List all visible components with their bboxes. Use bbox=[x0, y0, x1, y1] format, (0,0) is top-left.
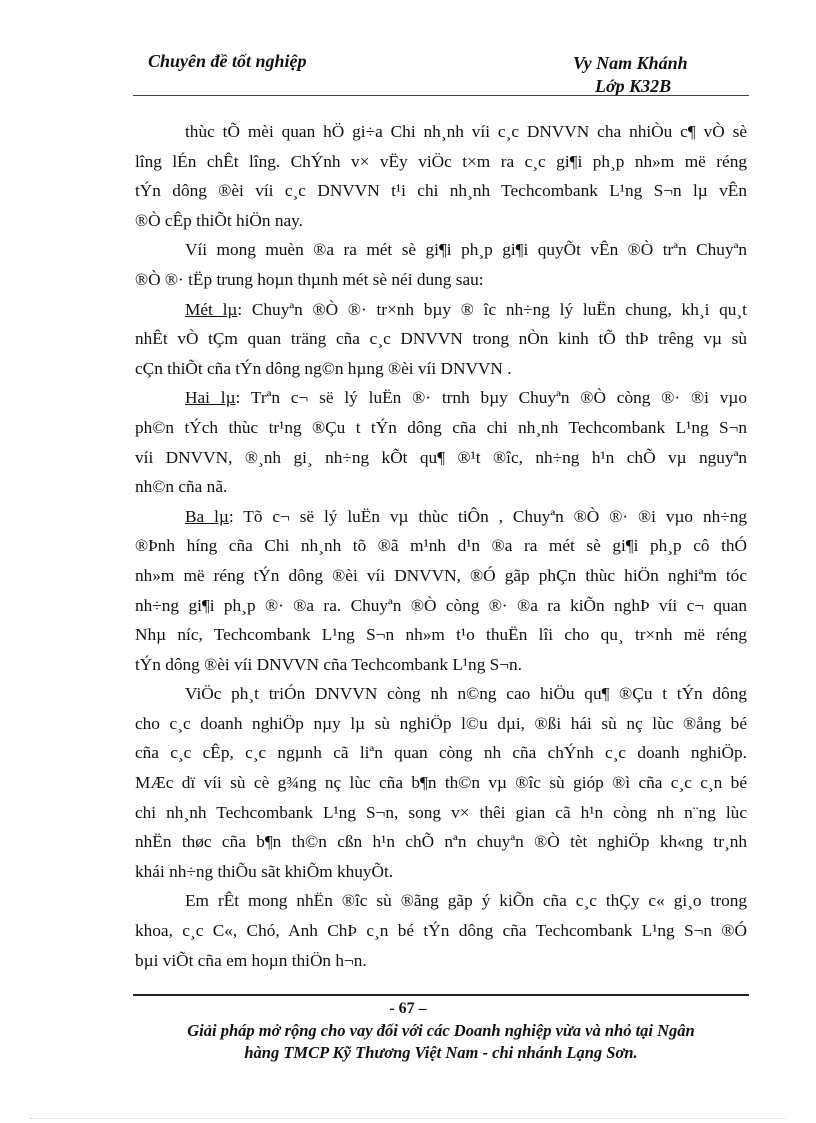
footer-thesis-title bbox=[133, 1020, 749, 1064]
line-text: : Tõ c¬ së lý luËn vµ thùc tiÔn , Chuyªn ®Ò ®· ®i vµo nh÷ng bbox=[228, 506, 747, 526]
text-line bbox=[135, 531, 747, 561]
line-text: ViÖc ph¸t triÓn DNVVN còng nh n©ng cao hiÖu qu¶ ®Çu t tÝn dông bbox=[185, 684, 747, 704]
line-text: Víi mong muèn ®a ra mét sè gi¶i ph¸p gi¶i quyÕt vÊn ®Ò trªn Chuyªn bbox=[185, 240, 747, 260]
line-text: lîng lÉn chÊt lîng. ChÝnh v× vËy viÖc t×m ra c¸c gi¶i ph¸p nh»m më réng bbox=[135, 151, 747, 171]
text-line bbox=[135, 324, 747, 354]
line-text: ®Ò ®· tËp trung hoµn thµnh mét sè néi dung sau: bbox=[135, 269, 484, 289]
line-text: khoa, c¸c C«, Chó, Anh ChÞ c¸n bé tÝn dông cña Techcombank L¹ng S¬n ®Ó bbox=[135, 921, 747, 941]
text-line bbox=[135, 265, 747, 295]
text-line bbox=[135, 206, 747, 236]
header-class: Lớp K32B bbox=[595, 76, 672, 96]
line-text: nh÷ng gi¶i ph¸p ®· ®a ra. Chuyªn ®Ò còng ®· ®a ra kiÕn nghÞ víi c¬ quan bbox=[135, 595, 747, 615]
text-line bbox=[135, 561, 747, 591]
line-text: ph©n tÝch thùc tr¹ng ®Çu t tÝn dông cña chi nh¸nh Techcombank L¹ng S¬n bbox=[135, 417, 747, 437]
text-line bbox=[135, 591, 747, 621]
footer-rule bbox=[133, 994, 749, 996]
body-text bbox=[135, 117, 747, 975]
paragraph-lead: Hai lµ bbox=[185, 388, 236, 408]
line-text: chi nh¸nh Techcombank L¹ng S¬n, song v× thêi gian cã h¹n còng nh n¨ng lùc bbox=[135, 802, 747, 822]
line-text: khái nh÷ng thiÕu sãt khiÕm khuyÕt. bbox=[135, 861, 394, 881]
page-edge-dots bbox=[30, 1118, 786, 1119]
line-text: nhÊt vÒ tÇm quan träng cña c¸c DNVVN trong nÒn kinh tÕ thÞ trêng vµ sù bbox=[135, 329, 747, 349]
text-line bbox=[135, 235, 747, 265]
text-line bbox=[135, 147, 747, 177]
text-line bbox=[135, 472, 747, 502]
text-line bbox=[135, 413, 747, 443]
line-text: cÇn thiÕt cña tÝn dông ng©n hµng ®èi víi DNVVN . bbox=[135, 358, 512, 378]
text-line bbox=[135, 383, 747, 413]
text-line bbox=[135, 709, 747, 739]
text-line bbox=[135, 916, 747, 946]
text-line bbox=[135, 620, 747, 650]
text-line bbox=[135, 679, 747, 709]
text-line bbox=[135, 443, 747, 473]
paragraph-lead: Ba lµ bbox=[185, 506, 229, 526]
header-document-type: Chuyên đề tốt nghiệp bbox=[148, 51, 307, 71]
line-text: ®Þnh híng cña Chi nh¸nh tõ ®ã m¹nh d¹n ®a ra mét sè gi¶i ph¸p cô thÓ bbox=[135, 536, 747, 556]
text-line bbox=[135, 295, 747, 325]
line-text: nh©n cña nã. bbox=[135, 477, 228, 497]
line-text: : Chuyªn ®Ò ®· tr×nh bµy ® îc nh÷ng lý luËn chung, kh¸i qu¸t bbox=[237, 299, 747, 319]
header-author-name: Vy Nam Khánh bbox=[573, 53, 688, 73]
paragraph bbox=[135, 679, 747, 886]
line-text: ®Ò cÊp thiÕt hiÖn nay. bbox=[135, 210, 303, 230]
text-line bbox=[135, 857, 747, 887]
text-line bbox=[135, 768, 747, 798]
text-line bbox=[135, 946, 747, 976]
text-line bbox=[135, 738, 747, 768]
text-line bbox=[135, 886, 747, 916]
paragraph bbox=[135, 235, 747, 294]
paragraph bbox=[135, 383, 747, 501]
paragraph-lead: Mét lµ bbox=[185, 299, 238, 319]
line-text: MÆc dï víi sù cè g¾ng nç lùc cña b¶n th©n vµ ®îc sù gióp ®ì cña c¸c c¸n bé bbox=[135, 773, 747, 793]
text-line bbox=[135, 354, 747, 384]
footer-title-line-1: Giải pháp mở rộng cho vay đối với các Doanh nghiệp vừa và nhỏ tại Ngân bbox=[187, 1021, 695, 1040]
line-text: tÝn dông ®èi víi c¸c DNVVN t¹i chi nh¸nh Techcombank L¹ng S¬n lµ vÊn bbox=[135, 181, 747, 201]
line-text: thùc tÕ mèi quan hÖ gi÷a Chi nh¸nh víi c¸c DNVVN cha nhiÒu c¶ vÒ sè bbox=[185, 122, 747, 141]
line-text: Em rÊt mong nhËn ®îc sù ®ãng gãp ý kiÕn cña c¸c thÇy c« gi¸o trong bbox=[185, 891, 747, 911]
text-line bbox=[135, 798, 747, 828]
paragraph bbox=[135, 117, 747, 235]
paragraph bbox=[135, 502, 747, 680]
header-rule bbox=[133, 95, 749, 96]
footer-title-line-2: hàng TMCP Kỹ Thương Việt Nam - chi nhánh Lạng Sơn. bbox=[244, 1043, 638, 1062]
text-line bbox=[135, 650, 747, 680]
text-line bbox=[135, 117, 747, 147]
text-line bbox=[135, 176, 747, 206]
line-text: nhËn thøc cña b¶n th©n cßn h¹n chÕ nªn chuyªn ®Ò tèt nghiÖp kh«ng tr¸nh bbox=[135, 832, 747, 852]
line-text: tÝn dông ®èi víi DNVVN cña Techcombank L¹ng S¬n. bbox=[135, 654, 522, 674]
line-text: víi DNVVN, ®¸nh gi¸ nh÷ng kÕt qu¶ ®¹t ®îc, nh÷ng h¹n chÕ vµ nguyªn bbox=[135, 447, 747, 467]
text-line bbox=[135, 827, 747, 857]
line-text: : Trªn c¬ së lý luËn ®· trnh bµy Chuyªn ®Ò còng ®· ®i vµo bbox=[235, 388, 747, 408]
page-number: - 67 – bbox=[389, 1000, 427, 1017]
text-line bbox=[135, 502, 747, 532]
line-text: nh»m më réng tÝn dông ®èi víi DNVVN, ®Ó gãp phÇn thùc hiÖn nghiªm tóc bbox=[135, 565, 747, 585]
line-text: bµi viÕt cña em hoµn thiÖn h¬n. bbox=[135, 950, 367, 970]
line-text: Nhµ níc, Techcombank L¹ng S¬n nh»m t¹o thuËn lîi cho qu¸ tr×nh më réng bbox=[135, 625, 747, 645]
paragraph bbox=[135, 295, 747, 384]
line-text: cña c¸c cÊp, c¸c ngµnh cã liªn quan còng nh cña chÝnh c¸c doanh nghiÖp. bbox=[135, 743, 747, 763]
paragraph bbox=[135, 886, 747, 975]
line-text: cho c¸c doanh nghiÖp nµy lµ sù nghiÖp l©u dµi, ®ßi hái sù nç lùc ®ång bé bbox=[135, 713, 747, 733]
